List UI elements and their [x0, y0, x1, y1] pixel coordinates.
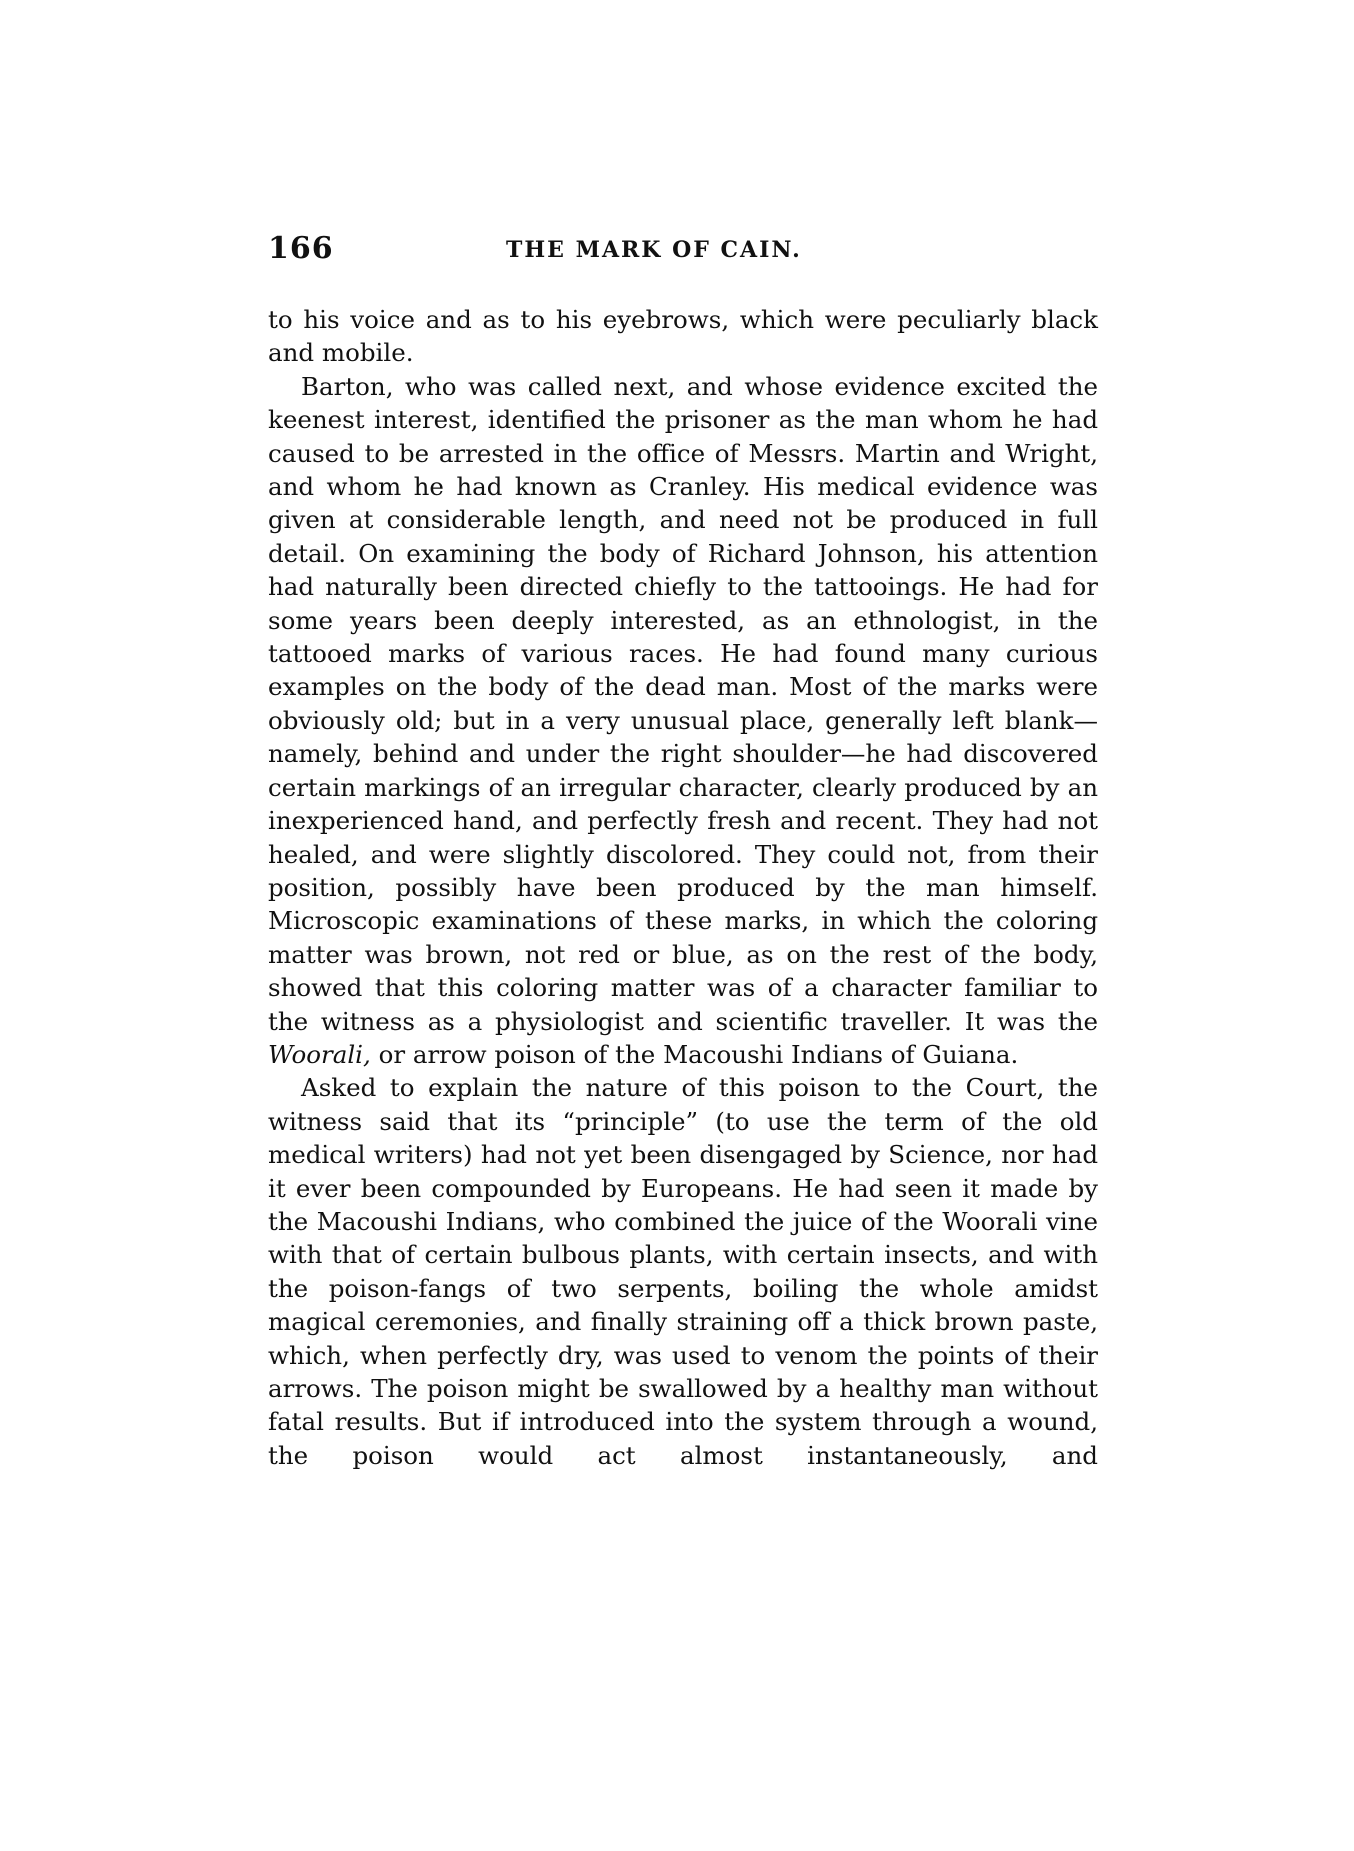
paragraph-3 — [268, 1071, 1098, 1472]
paragraph-3-text: Asked to explain the nature of this poison to the Court, the witness said that its “principle” (to use the term of the old medical writers) had not yet been disengaged by Science, nor had it ever been compounded by Europeans. He had seen it made by the Macoushi Indians, who combined the juice of the Woorali vine with that of certain bulbous plants, with certain insects, and with the poison-fangs of two serpents, boiling the whole amidst magical ceremonies, and finally straining off a thick brown paste, which, when perfectly dry, was used to venom the points of their arrows. The poison might be swallowed by a healthy man without fatal results. But if introduced into the system through a wound, the poison would act almost instantaneously, and — [268, 1073, 1098, 1470]
paragraph-2-text-after-italic: or arrow poison of the Macoushi Indians of Guiana. — [370, 1039, 1019, 1069]
running-title: THE MARK OF CAIN. — [506, 237, 802, 263]
paragraph-2-italic-term: Woorali, — [268, 1039, 371, 1069]
paragraph-2-text-before-italic: Barton, who was called next, and whose evidence excited the keenest interest, identified the prisoner as the man whom he had caused to be arrested in the office of Messrs. Martin and Wright, and whom he had known as Cranley. His medical evidence was given at considerable length, and need not be produced in full detail. On examining the body of Richard Johnson, his attention had naturally been directed chiefly to the tattooings. He had for some years been deeply interested, as an ethnologist, in the tattooed marks of various races. He had found many curious examples on the body of the dead man. Most of the marks were obviously old; but in a very unusual place, generally left blank—namely, behind and under the right shoulder—he had discovered certain markings of an irregular character, clearly produced by an inexperienced hand, and perfectly fresh and recent. They had not healed, and were slightly discolored. They could not, from their position, possibly have been produced by the man himself. Microscopic examinations of these marks, in which the coloring matter was brown, not red or blue, as on the rest of the body, showed that this coloring matter was of a character familiar to the witness as a physiologist and scientific traveller. It was the — [268, 371, 1098, 1036]
paragraph-1 — [268, 303, 1098, 370]
page-number: 166 — [268, 231, 334, 266]
page-header — [268, 231, 1098, 271]
paragraph-2 — [268, 370, 1098, 1072]
paragraph-1-text: to his voice and as to his eyebrows, which were peculiarly black and mobile. — [268, 305, 1098, 368]
body-text — [268, 303, 1098, 1472]
